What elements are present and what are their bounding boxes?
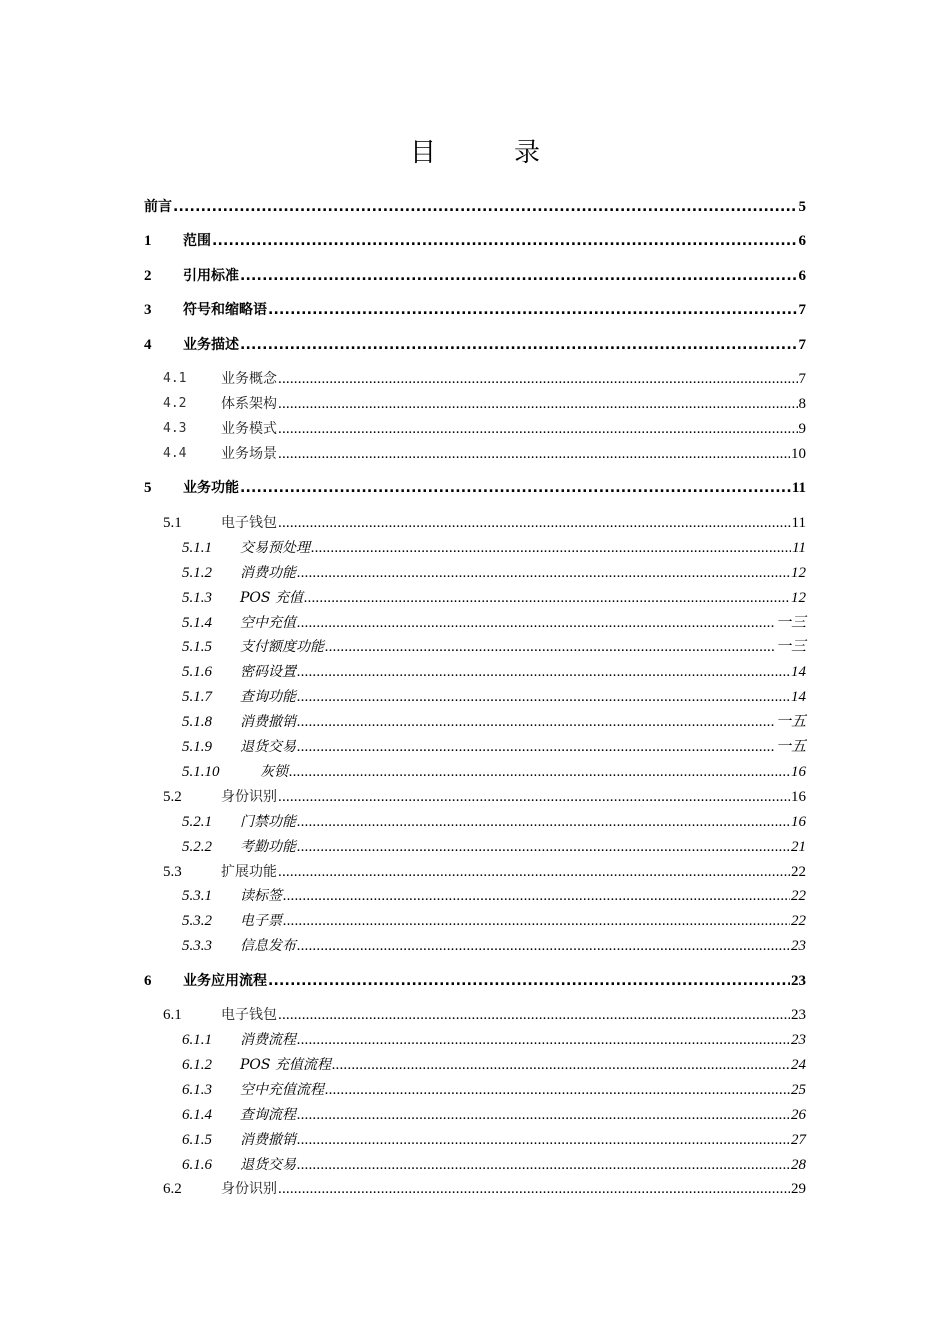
- dot-leader: [332, 1055, 790, 1075]
- dot-leader: [289, 762, 790, 782]
- toc-entry-number: 4: [144, 337, 152, 353]
- toc-entry[interactable]: [163, 444, 806, 464]
- toc-entry-page: 25: [791, 1082, 806, 1098]
- dot-leader: [297, 613, 775, 633]
- toc-entry-title: 身份识别: [221, 1181, 277, 1197]
- toc-entry-number: 6.1.1: [182, 1032, 212, 1048]
- toc-entry-page: 7: [798, 337, 806, 353]
- toc-entry-title: 退货交易: [240, 739, 296, 755]
- toc-entry-page: 14: [791, 664, 806, 680]
- toc-entry-title: 引用标准: [183, 268, 239, 284]
- dot-leader: [304, 588, 790, 608]
- toc-entry-title: 电子钱包: [221, 1007, 277, 1023]
- toc-entry[interactable]: [144, 335, 806, 355]
- toc-entry[interactable]: [144, 231, 806, 251]
- toc-entry-page: 23: [791, 938, 806, 954]
- toc-entry-page: 一三: [775, 615, 806, 631]
- toc-entry[interactable]: [182, 886, 806, 906]
- toc-entry-page: 8: [798, 396, 806, 412]
- toc-entry-page: 12: [791, 590, 806, 606]
- toc-entry-number: 5.1.1: [182, 540, 212, 556]
- toc-entry-number: 4.2: [163, 396, 187, 411]
- dot-leader: [278, 1179, 790, 1199]
- toc-entry[interactable]: [182, 1030, 806, 1050]
- toc-entry[interactable]: [182, 538, 806, 558]
- toc-entry[interactable]: [182, 737, 806, 757]
- toc-entry-title: 消费流程: [240, 1032, 296, 1048]
- toc-entry-number: 5.3.3: [182, 938, 212, 954]
- toc-entry-title: 交易预处理: [240, 540, 310, 556]
- toc-entry-page: 10: [791, 446, 806, 462]
- toc-entry-title: 读标签: [240, 888, 282, 904]
- toc-entry-number: 5.2.1: [182, 814, 212, 830]
- toc-entry-page: 9: [798, 421, 806, 437]
- dot-leader: [297, 662, 790, 682]
- dot-leader: [297, 1030, 790, 1050]
- toc-entry-number: 4.3: [163, 421, 187, 436]
- toc-entry-number: 5.1.3: [182, 590, 212, 606]
- toc-entry-page: 22: [791, 913, 806, 929]
- page-title: 目 录: [409, 138, 566, 168]
- dot-leader: [173, 197, 798, 217]
- toc-entry-page: 12: [791, 565, 806, 581]
- toc-entry[interactable]: [163, 513, 806, 533]
- toc-entry-title: 业务模式: [221, 421, 277, 437]
- dot-leader: [240, 478, 791, 498]
- toc-entry-number: 6.1.3: [182, 1082, 212, 1098]
- dot-leader: [283, 911, 790, 931]
- toc-entry-number: 5.2.2: [182, 839, 212, 855]
- toc-entry-title: 业务功能: [183, 480, 239, 496]
- toc-entry-page: 24: [791, 1057, 806, 1073]
- toc-entry-title: 空中充值流程: [240, 1082, 324, 1098]
- dot-leader: [297, 1155, 790, 1175]
- toc-entry-title: 考勤功能: [240, 839, 296, 855]
- toc-entry-number: 5.1: [163, 515, 182, 531]
- toc-entry-page: 一三: [775, 639, 806, 655]
- toc-entry-number: 4.4: [163, 446, 187, 461]
- toc-entry[interactable]: [144, 266, 806, 286]
- dot-leader: [278, 444, 790, 464]
- dot-leader: [278, 1005, 790, 1025]
- toc-entry-page: 11: [791, 480, 806, 496]
- dot-leader: [297, 737, 775, 757]
- toc-entry-title: 消费撤销: [240, 714, 296, 730]
- dot-leader: [325, 637, 775, 657]
- toc-entry-title: 查询流程: [240, 1107, 296, 1123]
- toc-entry-title: 扩展功能: [221, 864, 277, 880]
- toc-entry-number: 5.3: [163, 864, 182, 880]
- toc-entry-number: 6.2: [163, 1181, 182, 1197]
- toc-entry-page: 11: [791, 515, 806, 531]
- toc-entry[interactable]: [182, 762, 806, 782]
- toc-entry-page: 23: [791, 1007, 806, 1023]
- toc-entry-title: 业务应用流程: [183, 973, 267, 989]
- toc-entry-page: 14: [791, 689, 806, 705]
- toc-entry[interactable]: [182, 812, 806, 832]
- toc-entry[interactable]: [182, 563, 806, 583]
- toc-entry[interactable]: [163, 419, 806, 439]
- toc-entry-page: 26: [791, 1107, 806, 1123]
- toc-entry-page: 7: [798, 302, 806, 318]
- toc-entry-number: 5.1.4: [182, 615, 212, 631]
- toc-entry[interactable]: [163, 862, 806, 882]
- toc-entry-number: 5.1.5: [182, 639, 212, 655]
- toc-entry-page: 22: [791, 864, 806, 880]
- toc-entry-number: 5: [144, 480, 152, 496]
- toc-entry-title: 电子票: [240, 913, 282, 929]
- toc-entry[interactable]: [144, 478, 806, 498]
- toc-entry-number: 6.1.2: [182, 1057, 212, 1073]
- toc-entry[interactable]: [182, 712, 806, 732]
- toc-entry-page: 28: [791, 1157, 806, 1173]
- toc-entry-page: 23: [791, 1032, 806, 1048]
- toc-entry-page: 27: [791, 1132, 806, 1148]
- toc-entry[interactable]: [182, 637, 806, 657]
- toc-entry-title: 灰锁: [260, 764, 288, 780]
- toc-entry-number: 6.1.6: [182, 1157, 212, 1173]
- toc-entry-number: 6.1: [163, 1007, 182, 1023]
- dot-leader: [297, 563, 790, 583]
- toc-entry[interactable]: [182, 687, 806, 707]
- toc-entry-title: 信息发布: [240, 938, 296, 954]
- toc-entry-page: 一五: [775, 739, 806, 755]
- toc-entry-title: 业务概念: [221, 371, 277, 387]
- toc-entry-number: 6.1.5: [182, 1132, 212, 1148]
- toc-entry-title: 消费撤销: [240, 1132, 296, 1148]
- toc-entry-page: 7: [798, 371, 806, 387]
- toc-entry-title: 空中充值: [240, 615, 296, 631]
- toc-entry-title: 电子钱包: [221, 515, 277, 531]
- toc-entry-number: 5.3.1: [182, 888, 212, 904]
- toc-entry-title: 消费功能: [240, 565, 296, 581]
- dot-leader: [278, 787, 790, 807]
- toc-entry-number: 2: [144, 268, 152, 284]
- toc-entry-page: 16: [791, 764, 806, 780]
- toc-entry-page: 23: [791, 973, 806, 989]
- toc-entry-number: 5.1.10: [182, 764, 220, 780]
- toc-entry-page: 5: [798, 199, 806, 215]
- dot-leader: [325, 1080, 790, 1100]
- toc-entry-page: 16: [791, 814, 806, 830]
- toc-entry-page: 6: [798, 268, 806, 284]
- dot-leader: [240, 266, 798, 286]
- toc-entry-number: 1: [144, 233, 152, 249]
- toc-entry[interactable]: [182, 1155, 806, 1175]
- dot-leader: [297, 837, 790, 857]
- toc-entry-title: 体系架构: [221, 396, 277, 412]
- dot-leader: [278, 369, 798, 389]
- toc-entry-title: POS 充值: [240, 590, 303, 606]
- toc-entry-title: 退货交易: [240, 1157, 296, 1173]
- toc-entry-page: 16: [791, 789, 806, 805]
- toc-entry-title: POS 充值流程: [240, 1057, 331, 1073]
- toc-entry-number: 4.1: [163, 371, 187, 386]
- toc-entry[interactable]: [182, 662, 806, 682]
- toc-entry[interactable]: [163, 1005, 806, 1025]
- toc-entry-page: 一五: [775, 714, 806, 730]
- toc-entry-number: 5.1.8: [182, 714, 212, 730]
- dot-leader: [268, 300, 798, 320]
- dot-leader: [278, 419, 798, 439]
- dot-leader: [297, 712, 775, 732]
- dot-leader: [240, 335, 798, 355]
- dot-leader: [297, 936, 790, 956]
- toc-entry-page: 21: [791, 839, 806, 855]
- toc-entry[interactable]: [182, 837, 806, 857]
- dot-leader: [297, 812, 790, 832]
- toc-entry-title: 门禁功能: [240, 814, 296, 830]
- toc-entry-number: 5.2: [163, 789, 182, 805]
- toc-entry-number: 3: [144, 302, 152, 318]
- toc-entry[interactable]: [144, 300, 806, 320]
- toc-entry[interactable]: [144, 971, 806, 991]
- toc-entry-page: 11: [792, 540, 806, 556]
- toc-entry[interactable]: [163, 394, 806, 414]
- dot-leader: [283, 886, 790, 906]
- toc-entry-title: 查询功能: [240, 689, 296, 705]
- toc-entry-page: 22: [791, 888, 806, 904]
- toc-entry-title: 业务场景: [221, 446, 277, 462]
- toc-entry-title: 密码设置: [240, 664, 296, 680]
- toc-entry-page: 6: [798, 233, 806, 249]
- toc-entry[interactable]: [144, 197, 806, 217]
- toc-entry-number: 5.1.6: [182, 664, 212, 680]
- dot-leader: [268, 971, 790, 991]
- toc-entry[interactable]: [163, 369, 806, 389]
- toc-entry[interactable]: [182, 1080, 806, 1100]
- toc-entry[interactable]: [182, 936, 806, 956]
- dot-leader: [297, 1130, 790, 1150]
- toc-entry[interactable]: [163, 787, 806, 807]
- dot-leader: [278, 513, 791, 533]
- dot-leader: [297, 687, 790, 707]
- toc-entry-number: 6.1.4: [182, 1107, 212, 1123]
- dot-leader: [278, 394, 798, 414]
- toc-entry[interactable]: [182, 588, 806, 608]
- toc-entry[interactable]: [182, 1055, 806, 1075]
- toc-entry-number: 5.1.2: [182, 565, 212, 581]
- toc-entry[interactable]: [182, 613, 806, 633]
- dot-leader: [212, 231, 798, 251]
- toc-entry-title: 符号和缩略语: [183, 302, 267, 318]
- toc-entry[interactable]: [182, 1130, 806, 1150]
- dot-leader: [278, 862, 790, 882]
- toc-entry[interactable]: [182, 911, 806, 931]
- toc-entry-title: 前言: [144, 199, 172, 215]
- toc-entry[interactable]: [163, 1179, 806, 1199]
- toc-entry-number: 6: [144, 973, 152, 989]
- toc-entry-title: 范围: [183, 233, 211, 249]
- toc-entry-number: 5.1.9: [182, 739, 212, 755]
- toc-entry-title: 支付额度功能: [240, 639, 324, 655]
- dot-leader: [311, 538, 791, 558]
- toc-entry-title: 身份识别: [221, 789, 277, 805]
- dot-leader: [297, 1105, 790, 1125]
- toc-entry-number: 5.1.7: [182, 689, 212, 705]
- toc-entry-page: 29: [791, 1181, 806, 1197]
- toc-entry-number: 5.3.2: [182, 913, 212, 929]
- toc-entry[interactable]: [182, 1105, 806, 1125]
- toc-entry-title: 业务描述: [183, 337, 239, 353]
